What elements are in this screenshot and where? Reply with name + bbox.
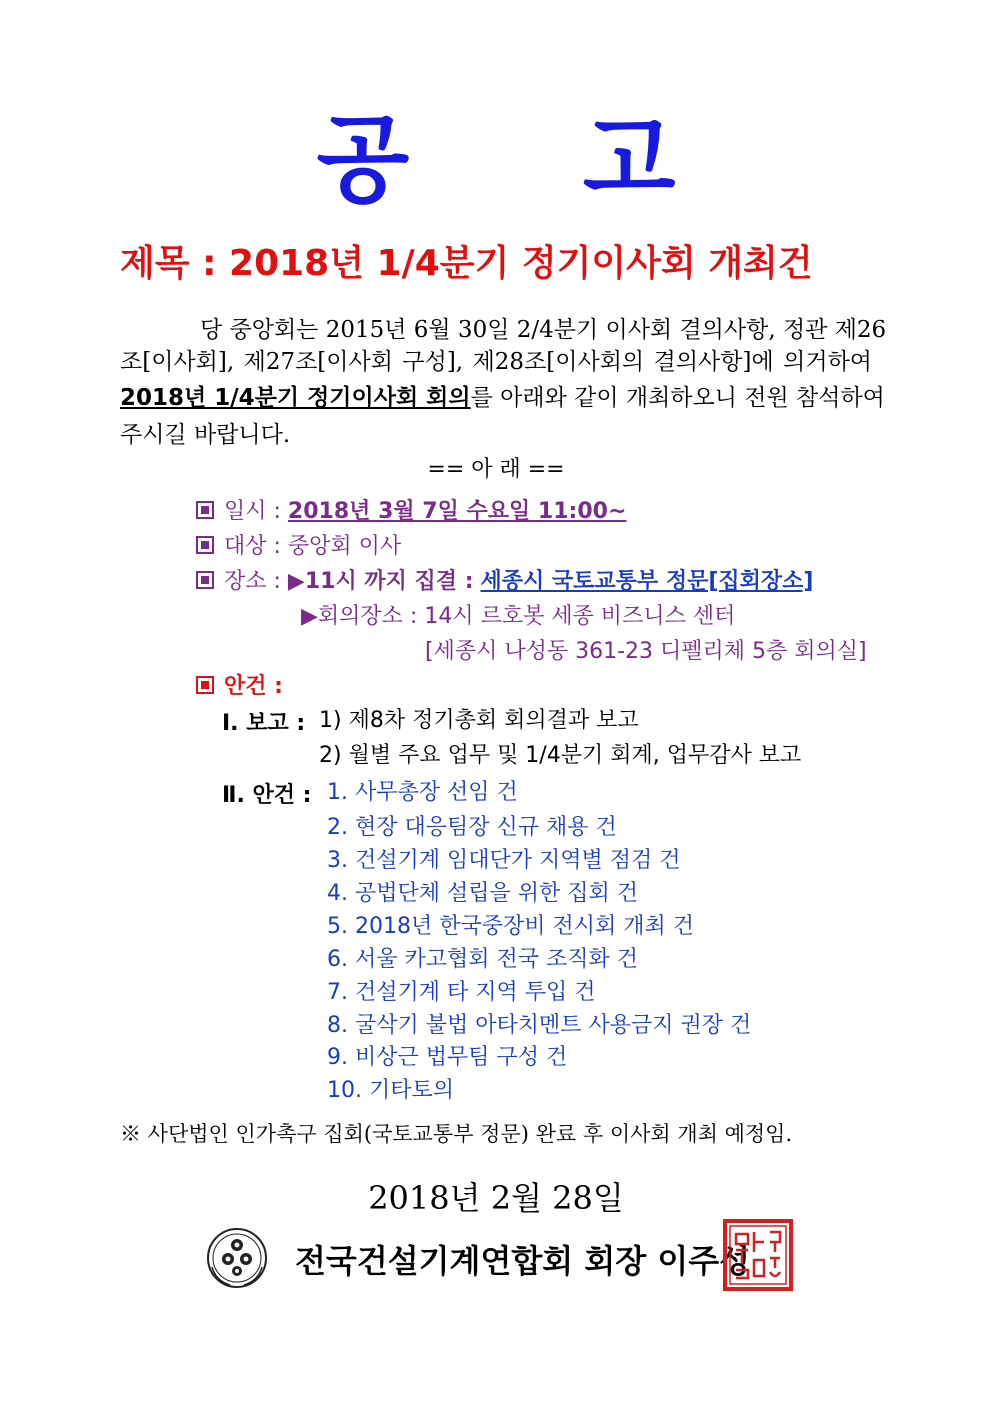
bullet-square-icon xyxy=(196,571,214,589)
signature-line: 전국건설기계연합회 회장 이주성 xyxy=(295,1242,751,1280)
bullet-square-icon xyxy=(196,676,214,694)
agenda-item-5: 5. 2018년 한국중장비 전시회 개최 건 xyxy=(327,914,694,939)
body-line-4: 주시길 바랍니다. xyxy=(120,422,291,448)
body-line-3 xyxy=(120,383,885,413)
agenda-label: 안건 : xyxy=(224,674,283,699)
official-seal-stamp xyxy=(722,1218,794,1292)
agenda-item-6: 6. 서울 카고협회 전국 조직화 건 xyxy=(327,947,638,972)
agenda-item-10: 10. 기타토의 xyxy=(327,1078,454,1103)
place-address: [세종시 나성동 361-23 디펠리체 5층 회의실] xyxy=(425,639,867,664)
datetime-value: 2018년 3월 7일 수요일 11:00~ xyxy=(287,499,627,524)
meeting-name: 2018년 1/4분기 정기이사회 회의 xyxy=(120,385,471,411)
body-line-3-rest: 를 아래와 같이 개최하오니 전원 참석하여 xyxy=(470,385,885,411)
agenda-item-3: 3. 건설기계 임대단가 지역별 점검 건 xyxy=(327,848,681,873)
agenda-item-7: 7. 건설기계 타 지역 투입 건 xyxy=(327,980,596,1005)
footnote: ※ 사단법인 인가촉구 집회(국토교통부 정문) 완료 후 이사회 개최 예정임. xyxy=(120,1122,793,1146)
agenda-item-4: 4. 공법단체 설립을 위한 집회 건 xyxy=(327,881,638,906)
agenda-item-2: 2. 현장 대응팀장 신규 채용 건 xyxy=(327,815,617,840)
agenda-item-1: 1. 사무총장 선임 건 xyxy=(327,780,518,805)
body-line-2: 조[이사회], 제27조[이사회 구성], 제28조[이사회의 결의사항]에 의거하여 xyxy=(120,349,872,375)
place-meeting: ▶회의장소 : 14시 르호봇 세종 비즈니스 센터 xyxy=(301,604,736,629)
agenda-heading xyxy=(196,672,283,702)
place-gather-location: 세종시 국토교통부 정문[집회장소] xyxy=(480,569,814,594)
schedule-datetime xyxy=(196,497,626,527)
bullet-square-icon xyxy=(196,501,214,519)
target-label: 대상 : xyxy=(224,534,281,559)
report-item-1: 1) 제8차 정기총회 회의결과 보고 xyxy=(319,708,639,733)
page-title: 공 고 xyxy=(316,104,746,216)
body-line-1: 당 중앙회는 2015년 6월 30일 2/4분기 이사회 결의사항, 정관 제26 xyxy=(200,317,887,343)
agenda-section-label: Ⅱ. 안건 : xyxy=(222,783,312,808)
below-heading: == 아 래 == xyxy=(427,457,565,482)
target-value: 중앙회 이사 xyxy=(287,534,402,559)
document-date: 2018년 2월 28일 xyxy=(368,1179,624,1217)
agenda-item-9: 9. 비상근 법무팀 구성 건 xyxy=(327,1045,568,1070)
place-gather: ▶11시 까지 집결 : xyxy=(287,569,474,594)
schedule-target xyxy=(196,532,401,562)
subject-line: 제목 : 2018년 1/4분기 정기이사회 개최건 xyxy=(120,243,813,284)
schedule-place xyxy=(196,567,813,597)
datetime-label: 일시 : xyxy=(224,499,281,524)
report-item-2: 2) 월별 주요 업무 및 1/4분기 회계, 업무감사 보고 xyxy=(319,743,802,768)
organization-emblem-icon xyxy=(206,1227,268,1289)
report-label: Ⅰ. 보고 : xyxy=(222,711,306,736)
place-label: 장소 : xyxy=(224,569,281,594)
agenda-item-8: 8. 굴삭기 불법 아타치멘트 사용금지 권장 건 xyxy=(327,1013,752,1038)
bullet-square-icon xyxy=(196,536,214,554)
